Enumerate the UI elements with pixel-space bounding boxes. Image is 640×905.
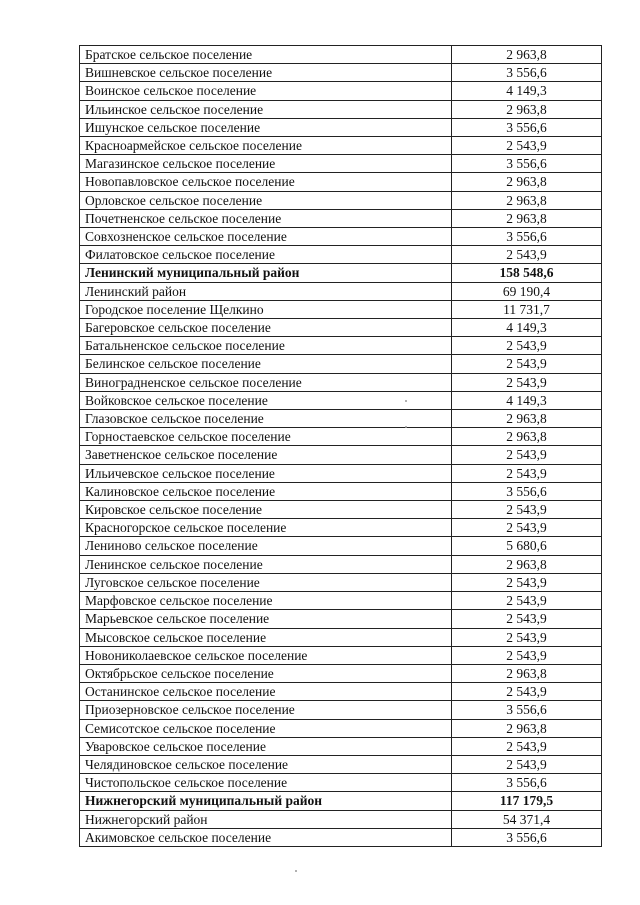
row-name-cell: Горностаевское сельское поселение: [80, 428, 452, 446]
row-name-cell: Красногорское сельское поселение: [80, 519, 452, 537]
row-name-cell: Кировское сельское поселение: [80, 501, 452, 519]
row-value-cell: 3 556,6: [452, 701, 602, 719]
row-name-cell: Лениново сельское поселение: [80, 537, 452, 555]
row-value-cell: 2 543,9: [452, 337, 602, 355]
row-value-cell: 3 556,6: [452, 118, 602, 136]
row-value-cell: 5 680,6: [452, 537, 602, 555]
table-row: [80, 737, 602, 755]
table-row: [80, 755, 602, 773]
table-row: [80, 82, 602, 100]
row-value-cell: 3 556,6: [452, 482, 602, 500]
row-name-cell: Братское сельское поселение: [80, 46, 452, 64]
table-row: [80, 810, 602, 828]
row-value-cell: 2 543,9: [452, 137, 602, 155]
table-row: [80, 173, 602, 191]
row-name-cell: Белинское сельское поселение: [80, 355, 452, 373]
row-name-cell: Городское поселение Щелкино: [80, 300, 452, 318]
row-value-cell: 2 543,9: [452, 355, 602, 373]
row-name-cell: Ленинское сельское поселение: [80, 555, 452, 573]
row-value-cell: 2 543,9: [452, 628, 602, 646]
row-value-cell: 4 149,3: [452, 391, 602, 409]
row-name-cell: Багеровское сельское поселение: [80, 319, 452, 337]
row-value-cell: 2 543,9: [452, 755, 602, 773]
table-row: [80, 610, 602, 628]
row-name-cell: Ленинский муниципальный район: [80, 264, 452, 282]
row-name-cell: Октябрьское сельское поселение: [80, 664, 452, 682]
row-value-cell: 4 149,3: [452, 319, 602, 337]
row-name-cell: Заветненское сельское поселение: [80, 446, 452, 464]
table-row: [80, 719, 602, 737]
row-value-cell: 2 543,9: [452, 519, 602, 537]
row-name-cell: Батальненское сельское поселение: [80, 337, 452, 355]
row-name-cell: Марьевское сельское поселение: [80, 610, 452, 628]
row-value-cell: 2 963,8: [452, 100, 602, 118]
row-name-cell: Виноградненское сельское поселение: [80, 373, 452, 391]
table-row: [80, 628, 602, 646]
row-name-cell: Челядиновское сельское поселение: [80, 755, 452, 773]
table-row: [80, 573, 602, 591]
row-name-cell: Ленинский район: [80, 282, 452, 300]
table-row: [80, 410, 602, 428]
row-value-cell: 117 179,5: [452, 792, 602, 810]
row-name-cell: Красноармейское сельское поселение: [80, 137, 452, 155]
row-value-cell: 2 543,9: [452, 592, 602, 610]
table-row: [80, 664, 602, 682]
row-value-cell: 3 556,6: [452, 155, 602, 173]
row-value-cell: 2 963,8: [452, 191, 602, 209]
table-row: [80, 774, 602, 792]
table-body: [80, 46, 602, 847]
row-name-cell: Семисотское сельское поселение: [80, 719, 452, 737]
row-value-cell: 2 543,9: [452, 373, 602, 391]
table-row: [80, 337, 602, 355]
row-name-cell: Новониколаевское сельское поселение: [80, 646, 452, 664]
table-row: [80, 100, 602, 118]
row-name-cell: Воинское сельское поселение: [80, 82, 452, 100]
table-row: [80, 683, 602, 701]
table-row: [80, 355, 602, 373]
table-row: [80, 555, 602, 573]
table-row: [80, 118, 602, 136]
row-name-cell: Ишунское сельское поселение: [80, 118, 452, 136]
row-value-cell: 2 543,9: [452, 737, 602, 755]
table-row: [80, 646, 602, 664]
row-name-cell: Орловское сельское поселение: [80, 191, 452, 209]
scan-speck: [405, 400, 407, 402]
row-value-cell: 2 543,9: [452, 246, 602, 264]
row-name-cell: Магазинское сельское поселение: [80, 155, 452, 173]
row-value-cell: 2 543,9: [452, 446, 602, 464]
row-name-cell: Мысовское сельское поселение: [80, 628, 452, 646]
row-name-cell: Ильичевское сельское поселение: [80, 464, 452, 482]
table-row: [80, 701, 602, 719]
row-value-cell: 2 963,8: [452, 410, 602, 428]
row-value-cell: 2 963,8: [452, 173, 602, 191]
table-row: [80, 482, 602, 500]
row-value-cell: 4 149,3: [452, 82, 602, 100]
table-row: [80, 391, 602, 409]
table-row-total: [80, 792, 602, 810]
row-name-cell: Филатовское сельское поселение: [80, 246, 452, 264]
table-row: [80, 373, 602, 391]
row-name-cell: Останинское сельское поселение: [80, 683, 452, 701]
table-row: [80, 137, 602, 155]
row-value-cell: 3 556,6: [452, 228, 602, 246]
row-value-cell: 2 543,9: [452, 683, 602, 701]
row-name-cell: Вишневское сельское поселение: [80, 64, 452, 82]
row-value-cell: 2 963,8: [452, 664, 602, 682]
table-row: [80, 209, 602, 227]
table-row: [80, 64, 602, 82]
row-name-cell: Уваровское сельское поселение: [80, 737, 452, 755]
row-value-cell: 2 543,9: [452, 646, 602, 664]
table-row-total: [80, 264, 602, 282]
table-row: [80, 319, 602, 337]
table-row: [80, 464, 602, 482]
table-row: [80, 446, 602, 464]
row-value-cell: 2 963,8: [452, 719, 602, 737]
table-row: [80, 300, 602, 318]
row-value-cell: 2 543,9: [452, 464, 602, 482]
table-row: [80, 191, 602, 209]
table-row: [80, 155, 602, 173]
table-row: [80, 46, 602, 64]
row-name-cell: Калиновское сельское поселение: [80, 482, 452, 500]
table-row: [80, 246, 602, 264]
row-name-cell: Почетненское сельское поселение: [80, 209, 452, 227]
row-value-cell: 2 963,8: [452, 555, 602, 573]
scan-speck: [405, 426, 407, 428]
table-row: [80, 501, 602, 519]
table-row: [80, 828, 602, 846]
row-name-cell: Нижнегорский район: [80, 810, 452, 828]
row-value-cell: 2 963,8: [452, 428, 602, 446]
row-name-cell: Луговское сельское поселение: [80, 573, 452, 591]
table-row: [80, 228, 602, 246]
table-row: [80, 428, 602, 446]
table-row: [80, 282, 602, 300]
row-value-cell: 3 556,6: [452, 774, 602, 792]
table-row: [80, 592, 602, 610]
row-value-cell: 2 543,9: [452, 573, 602, 591]
table-row: [80, 519, 602, 537]
row-value-cell: 158 548,6: [452, 264, 602, 282]
row-name-cell: Марфовское сельское поселение: [80, 592, 452, 610]
row-name-cell: Чистопольское сельское поселение: [80, 774, 452, 792]
row-value-cell: 2 543,9: [452, 610, 602, 628]
allocation-table: [79, 45, 602, 847]
row-name-cell: Приозерновское сельское поселение: [80, 701, 452, 719]
table-row: [80, 537, 602, 555]
row-value-cell: 3 556,6: [452, 828, 602, 846]
row-name-cell: Ильинское сельское поселение: [80, 100, 452, 118]
row-name-cell: Акимовское сельское поселение: [80, 828, 452, 846]
row-value-cell: 2 963,8: [452, 46, 602, 64]
row-name-cell: Нижнегорский муниципальный район: [80, 792, 452, 810]
row-name-cell: Новопавловское сельское поселение: [80, 173, 452, 191]
row-value-cell: 54 371,4: [452, 810, 602, 828]
row-name-cell: Войковское сельское поселение: [80, 391, 452, 409]
row-value-cell: 69 190,4: [452, 282, 602, 300]
row-name-cell: Совхозненское сельское поселение: [80, 228, 452, 246]
row-value-cell: 2 963,8: [452, 209, 602, 227]
scan-speck: [295, 870, 297, 872]
row-name-cell: Глазовское сельское поселение: [80, 410, 452, 428]
row-value-cell: 2 543,9: [452, 501, 602, 519]
row-value-cell: 11 731,7: [452, 300, 602, 318]
row-value-cell: 3 556,6: [452, 64, 602, 82]
